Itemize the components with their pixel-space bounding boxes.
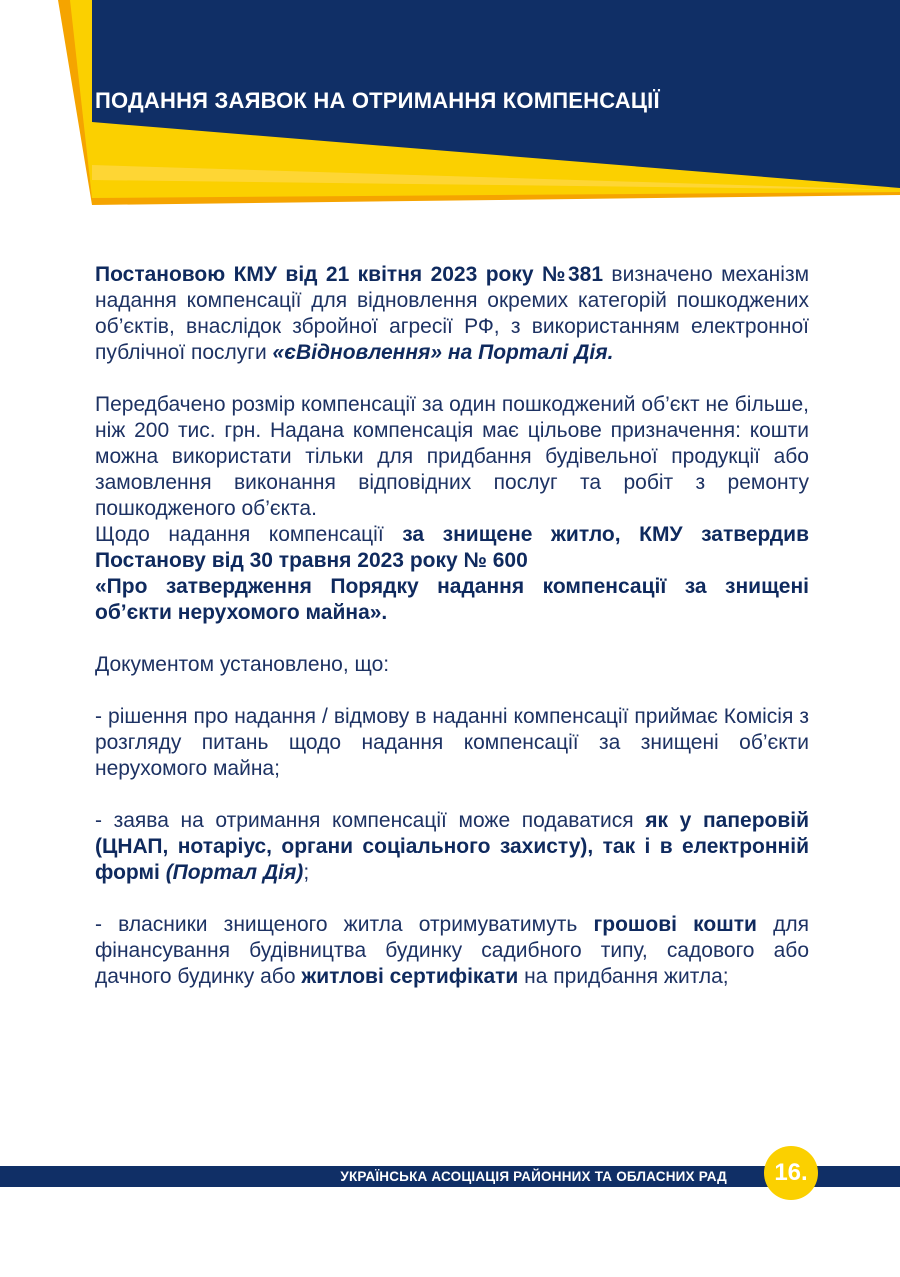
paragraph-resolution-381 (95, 262, 809, 366)
item-3-money: грошові кошти (593, 913, 757, 936)
item-3-certificates: житлові сертифікати (301, 965, 519, 988)
item-2-forms: як у паперовій (ЦНАП, нотаріус, органи соціального захисту), так і в електронній формі (95, 809, 809, 884)
paragraph-document-established: Документом установлено, що: (95, 653, 390, 676)
resolution-381-ref: Постановою КМУ від 21 квітня 2023 року №381 (95, 263, 604, 286)
evidnovlennya-service: «єВідновлення» на Порталі Дія. (272, 341, 614, 364)
paragraph-1-text: визначено механізм надання компенсації для відновлення окремих категорій пошкоджених об’єктів, внаслідок збройної агресії РФ, з використанням електронної публічної послуги (95, 263, 810, 364)
item-2-portal: (Портал Дія) (165, 861, 304, 884)
item-3-text-2: для фінансування будівництва будинку садибного типу, садового або дачного будинку або (95, 913, 809, 988)
paragraph-resolution-600 (95, 522, 809, 626)
footer-organization: УКРАЇНСЬКА АСОЦІАЦІЯ РАЙОННИХ ТА ОБЛАСНИХ РАД (340, 1169, 727, 1184)
paragraph-compensation-size: Передбачено розмір компенсації за один пошкоджений об’єкт не більше, ніж 200 тис. грн. Надана компенсація має цільове призначення: кошти можна використати тільки для придбання будівельної продукції або замовлення виконання відповідних послуг та робіт з ремонту пошкодженого об’єкта. (95, 393, 809, 520)
paragraph-2b-text: Щодо надання компенсації (95, 523, 403, 546)
item-2-text: - заява на отримання компенсації може подаватися (95, 809, 646, 832)
list-item-commission: - рішення про надання / відмову в наданні компенсації приймає Комісія з розгляду питань щодо надання компенсації за знищені об’єкти нерухомого майна; (95, 705, 809, 780)
document-body (95, 262, 809, 1016)
resolution-600-ref: за знищене житло, КМУ затвердив Постанову від 30 травня 2023 року № 600 (95, 523, 809, 572)
item-3-text-1: - власники знищеного житла отримуватимуть (95, 913, 594, 936)
page-number: 16. (774, 1159, 808, 1186)
item-2-end: ; (303, 861, 310, 884)
page-title: ПОДАННЯ ЗАЯВОК НА ОТРИМАННЯ КОМПЕНСАЦІЇ (95, 88, 660, 113)
resolution-600-title: «Про затвердження Порядку надання компенсації за знищені об’єкти нерухомого майна». (95, 575, 809, 624)
list-item-application-forms (95, 808, 809, 886)
list-item-owners (95, 912, 809, 990)
item-3-text-3: на придбання житла; (518, 965, 729, 988)
